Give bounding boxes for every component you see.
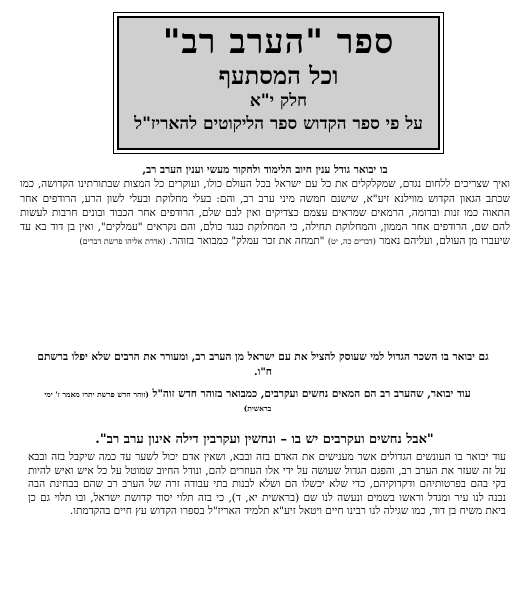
book-part: חלק י"א xyxy=(249,91,308,111)
book-subtitle: וכל המסתעף xyxy=(218,61,339,90)
third-paragraph-reference: (זוהר חדש פרשת יתרו מאמר ז' ימי בראשית) xyxy=(44,390,272,413)
third-paragraph-text: עוד יבואר, שהערב רב הם המאים נחשים ועקרבים, כמבואר בזוהר חדש זוה"ל xyxy=(152,388,471,400)
zohar-quote: "אבל נחשים ועקרבים יש בו – ונחשין ועקרבין דילה אינון ערב רב". xyxy=(95,432,434,447)
intro-body: ואיך שצריכים ללחום נגדם, שמקלקלים את כל עם ישראל בכל העולם כולו, ועוקרים כל המצות שבתורתינו הקדושה, כמו שכתב הגאון הקדוש מווילנא זיע"א, שישנם חמשה מיני ערב רב, והם: בעלי מחלוקת ובעלי לשון הרע, הרודפים אחר התאוה כמו זנות ובדומה, הרמאים שמראים עצמם כצדיקים ואין לבם שלם, הרודפים אחר הכבוד ובונים חרבות לעשות להם שם, הרודפים אחר הממון, והמחלוקת תחילה, כי המחלוקת כנגד כולם, והם נקראים "עמלקים", ואין בן דוד בא עד שיעברו מן העולם, ועליהם נאמר xyxy=(20,178,510,248)
intro-reference-1: (דברים כה, יט) xyxy=(327,237,376,247)
third-paragraph xyxy=(35,388,480,416)
intro-reference-2: (אדרת אליהו פרשת דברים) xyxy=(79,237,166,247)
book-source: על פי ספר הקדוש ספר הליקוטים להאריז"ל xyxy=(134,114,423,134)
intro-line: בו יבואר גודל ענין חיוב הלימוד ולחקור מעשי וענין הערב רב, xyxy=(142,164,388,176)
intro-paragraph xyxy=(20,163,510,250)
title-box xyxy=(117,16,440,150)
closing-paragraph: עוד יבואר בו העונשים הגדולים אשר מענישים את האדם בזה ובבא, ושאין אדם יכול לשער עד כמה שיקבל בזה ובבא על זה שעזר את הערב רב, והפגם הגדול שעושה על ידי אלו העוזרים להם, ונודל החיוב שמוטל על כל איש ואיש להיות בקי בהם בפרטותיהם ודקדוקיהם, כדי שלא יכשלו הם ושלא לבנות בתי עבודה זרה של הערב רב שהם בבחינת הבה נבנה לנו עיר ומגדל וראשו בשמים ונעשה לנו שם (בראשית יא, ד), כי בזה תלוי יסוד קדושת ישראל, ובו תלוי גם כן ביאת משיח בן דוד, כמו שגילה לנו רבינו חיים ויטאל זיע"א תלמיד האריז"ל בספרו הקדוש עץ חיים בהקדמתו. xyxy=(28,451,506,518)
intro-body-2: "תמחה את זכר עמלק" כמבואר בזוהר. xyxy=(168,235,325,248)
book-title: ספר "הערב רב" xyxy=(162,22,395,62)
second-paragraph: גם יבואר בו השכר הגדול למי שעוסק להציל את עם ישראל מן הערב רב, ומעורר את הרבים שלא יפלו ברשתם ח"ו. xyxy=(37,351,489,378)
